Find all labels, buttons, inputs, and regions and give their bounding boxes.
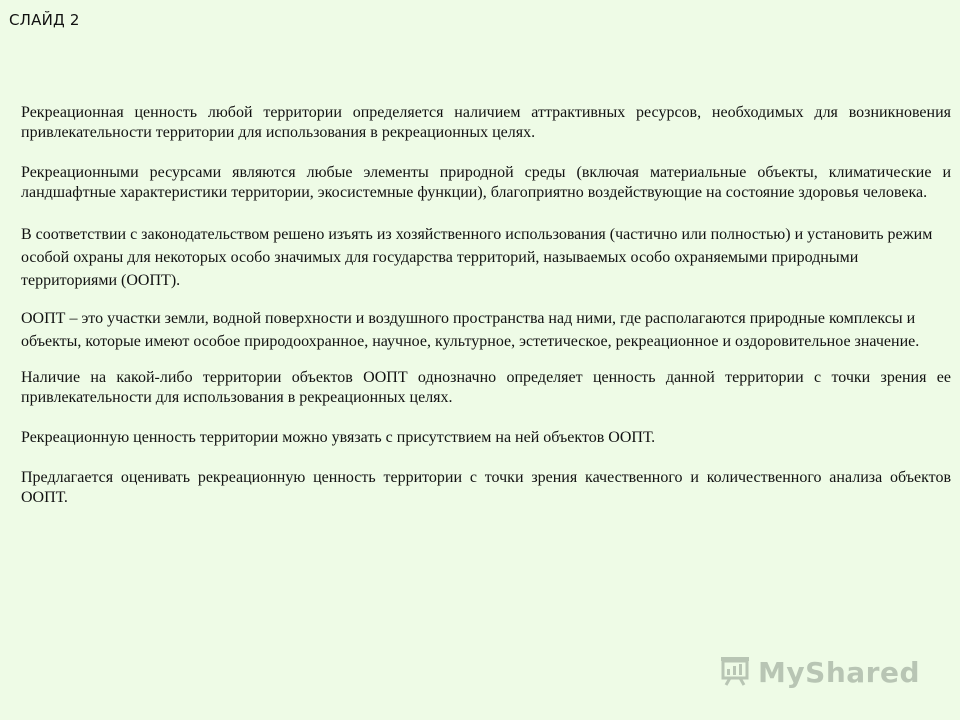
paragraph-proposal: Предлагается оценивать рекреационную ценность территории с точки зрения качественного и количественного анализа объектов ООПТ. <box>21 469 951 506</box>
watermark <box>718 653 920 692</box>
slide-body <box>21 103 951 528</box>
slide-label: СЛАЙД 2 <box>9 11 80 29</box>
paragraph-value-link: Рекреационную ценность территории можно увязать с присутствием на ней объектов ООПТ. <box>21 429 656 446</box>
paragraph-legislation: В соответствии с законодательством решено изъять из хозяйственного использования (частично или полностью) и установить режим особой охраны для некоторых особо значимых для государства территорий, называемых особо охраняемыми природными территориями (ООПТ). <box>21 226 933 289</box>
paragraph-oopt-presence: Наличие на какой-либо территории объектов ООПТ однозначно определяет ценность данной территории с точки зрения ее привлекательности для использования в рекреационных целях. <box>21 369 951 406</box>
paragraph-recreational-value: Рекреационная ценность любой территории определяется наличием аттрактивных ресурсов, необходимых для возникновения привлекательности территории для использования в рекреационных целях. <box>21 104 951 141</box>
watermark-text: MyShared <box>758 656 920 689</box>
presentation-board-icon <box>718 653 752 692</box>
paragraph-recreational-resources: Рекреационными ресурсами являются любые элементы природной среды (включая материальные объекты, климатические и ландшафтные характеристики территории, экосистемные функции), благоприятно воздействующие на состояние здоровья человека. <box>21 164 951 201</box>
paragraph-oopt-definition: ООПТ – это участки земли, водной поверхности и воздушного пространства над ними, где располагаются природные комплексы и объекты, которые имеют особое природоохранное, научное, культурное, эстетическое, рекреационное и оздоровительное значение. <box>21 310 920 350</box>
